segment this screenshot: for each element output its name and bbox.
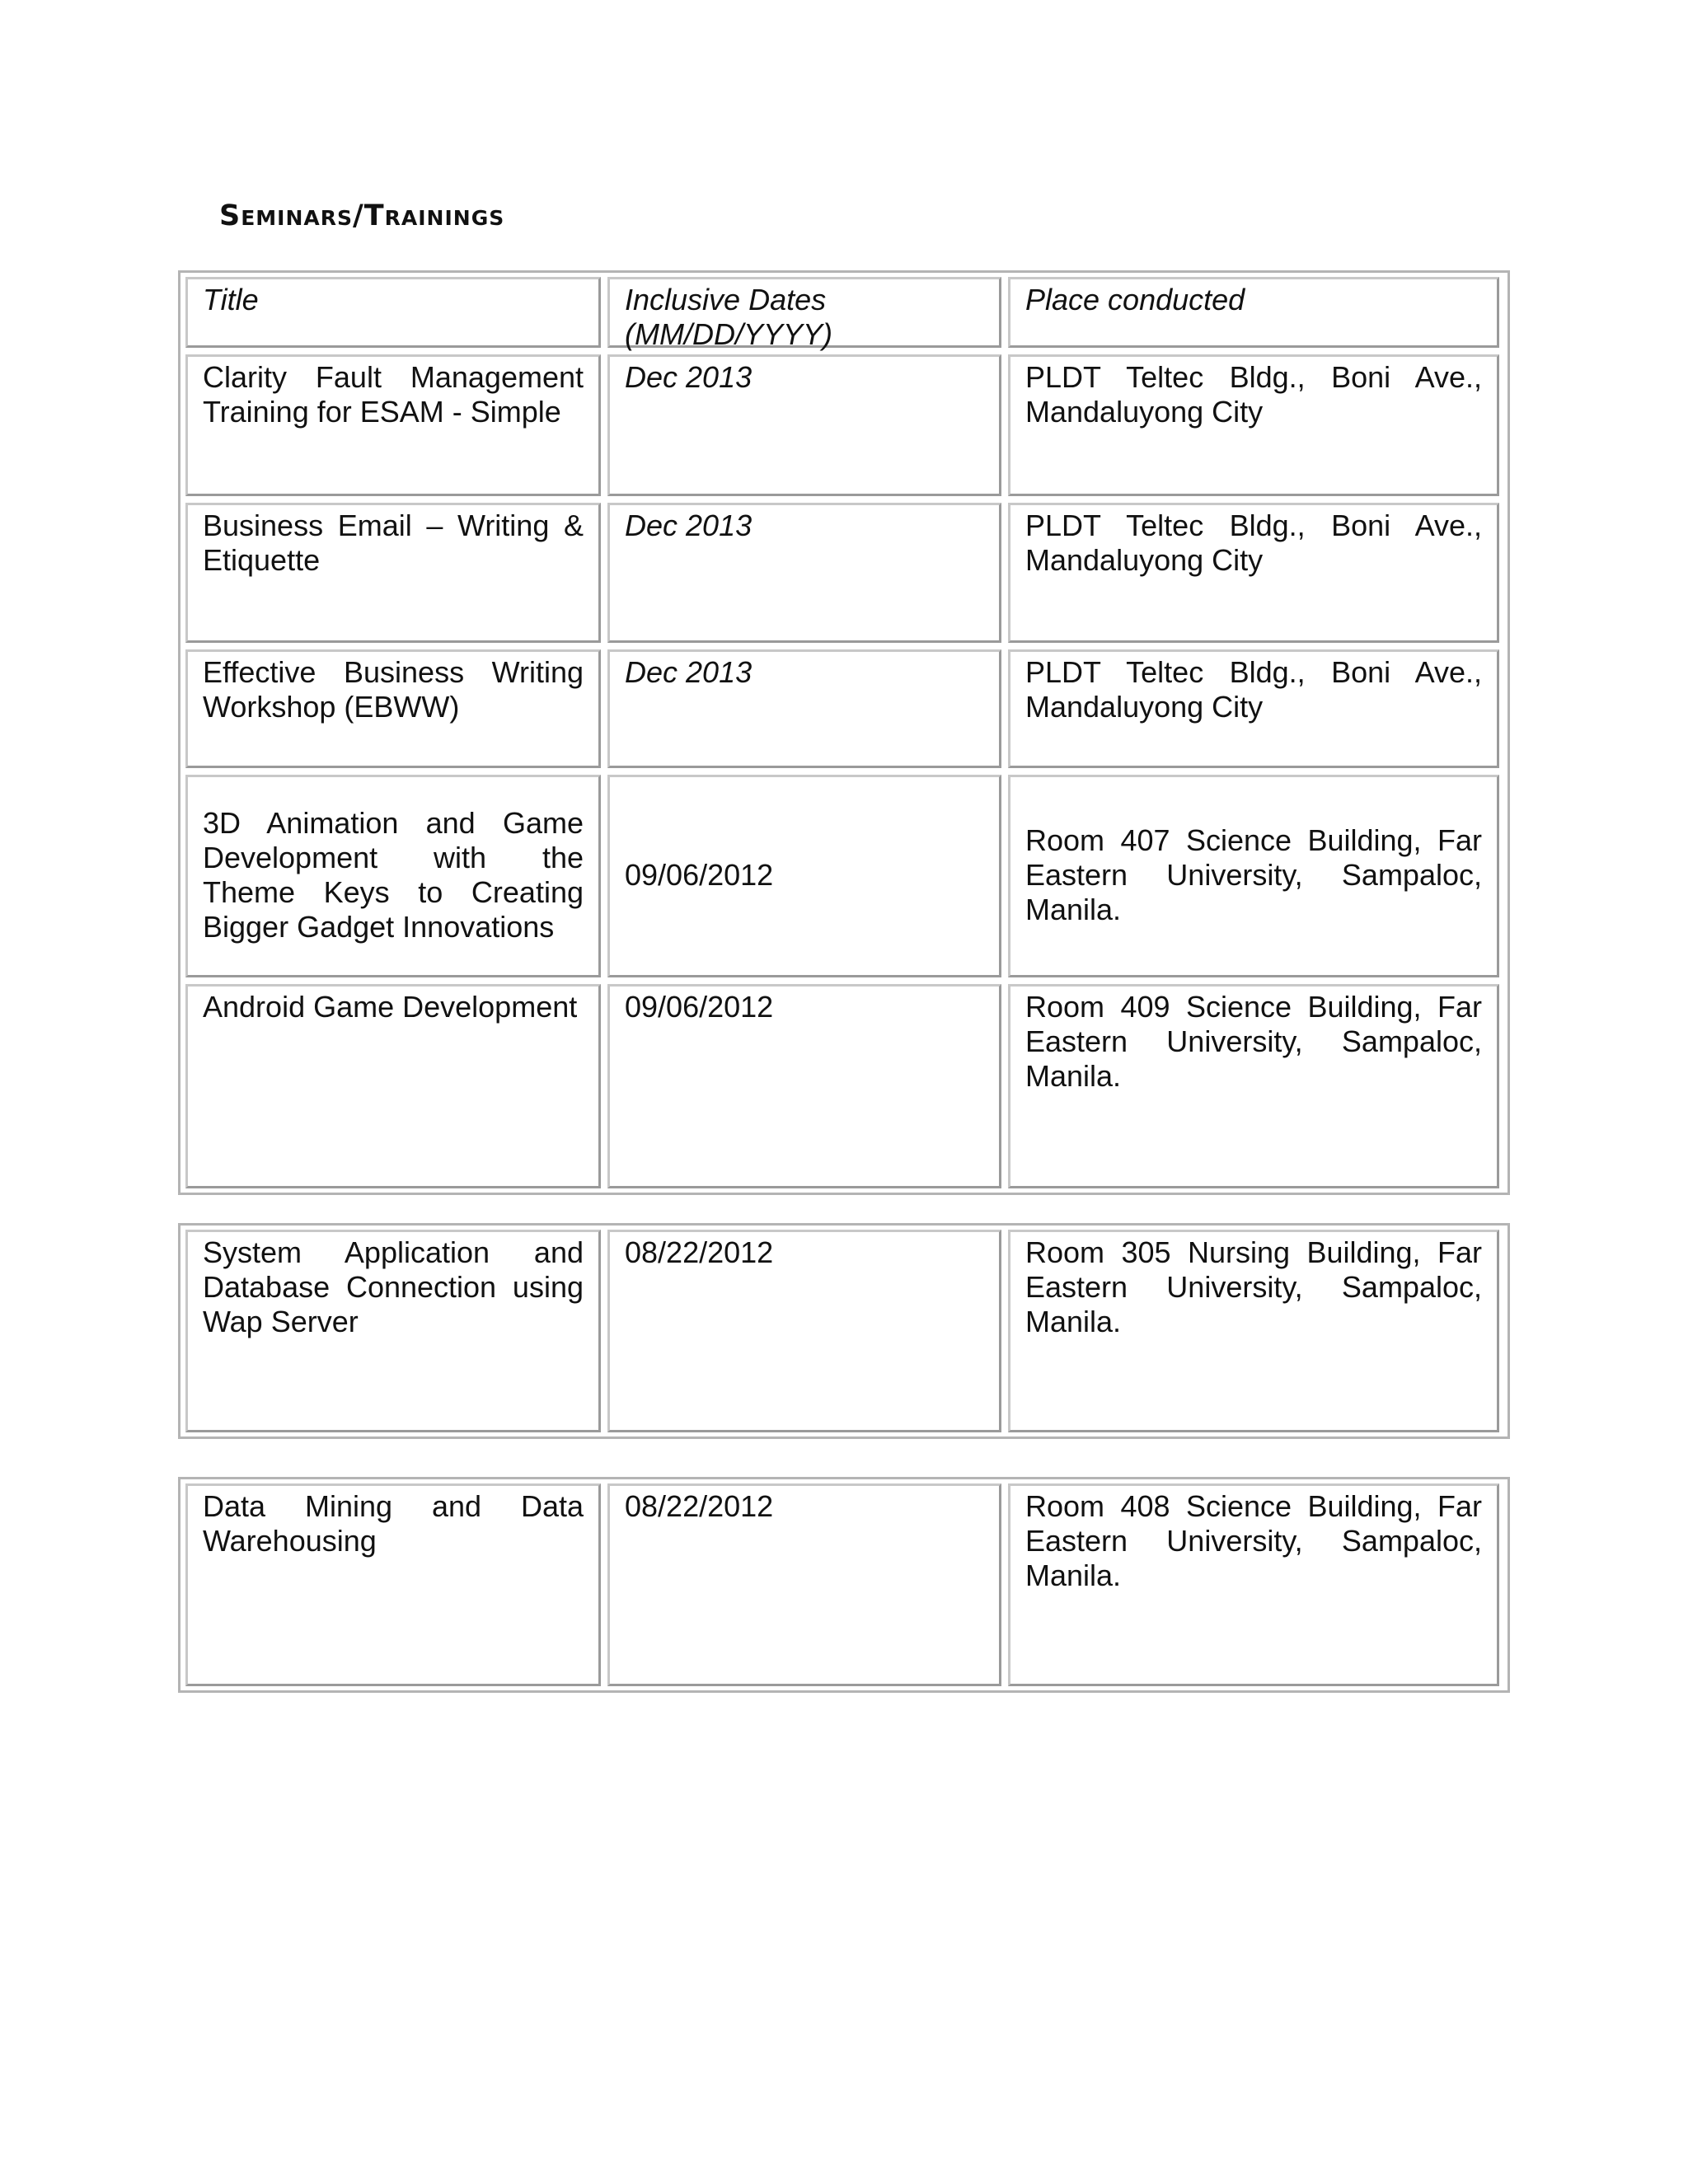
training-place: Room 305 Nursing Building, Far Eastern University, Sampaloc, Manila. xyxy=(1008,1230,1499,1432)
seminars-table-continued xyxy=(178,1477,1510,1693)
training-place xyxy=(1008,775,1499,977)
table-row xyxy=(185,1230,1503,1432)
header-title: Title xyxy=(185,277,601,348)
training-dates: 09/06/2012 xyxy=(607,984,1001,1188)
training-title: Effective Business Writing Workshop (EBWW) xyxy=(185,649,601,768)
training-dates: 08/22/2012 xyxy=(607,1230,1001,1432)
training-title: Business Email – Writing & Etiquette xyxy=(185,503,601,643)
training-title-text: 3D Animation and Game Development with the Theme Keys to Creating Bigger Gadget Innovations xyxy=(203,806,584,944)
training-title: Data Mining and Data Warehousing xyxy=(185,1483,601,1686)
training-place-text: Room 407 Science Building, Far Eastern University, Sampaloc, Manila. xyxy=(1025,823,1482,926)
table-row xyxy=(185,984,1503,1188)
table-header-row xyxy=(185,277,1503,351)
table-row xyxy=(185,1483,1503,1686)
training-title xyxy=(185,775,601,977)
training-dates: Dec 2013 xyxy=(607,503,1001,643)
training-place: Room 408 Science Building, Far Eastern University, Sampaloc, Manila. xyxy=(1008,1483,1499,1686)
table-row xyxy=(185,354,1503,496)
training-place: Room 409 Science Building, Far Eastern University, Sampaloc, Manila. xyxy=(1008,984,1499,1188)
training-dates: 08/22/2012 xyxy=(607,1483,1001,1686)
training-title: Clarity Fault Management Training for ESAM - Simple xyxy=(185,354,601,496)
training-dates: Dec 2013 xyxy=(607,354,1001,496)
header-place-conducted: Place conducted xyxy=(1008,277,1499,348)
training-place: PLDT Teltec Bldg., Boni Ave., Mandaluyong City xyxy=(1008,649,1499,768)
training-place: PLDT Teltec Bldg., Boni Ave., Mandaluyong City xyxy=(1008,354,1499,496)
training-dates xyxy=(607,775,1001,977)
section-title: Seminars/Trainings xyxy=(219,199,505,232)
training-place: PLDT Teltec Bldg., Boni Ave., Mandaluyong City xyxy=(1008,503,1499,643)
seminars-table xyxy=(178,270,1510,1195)
seminars-table-continued xyxy=(178,1223,1510,1439)
table-row xyxy=(185,503,1503,643)
training-title: Android Game Development xyxy=(185,984,601,1188)
training-dates: Dec 2013 xyxy=(607,649,1001,768)
header-inclusive-dates: Inclusive Dates (MM/DD/YYYY) xyxy=(607,277,1001,348)
table-row xyxy=(185,649,1503,768)
training-dates-text: 09/06/2012 xyxy=(625,858,774,892)
training-title: System Application and Database Connection using Wap Server xyxy=(185,1230,601,1432)
table-row xyxy=(185,775,1503,977)
